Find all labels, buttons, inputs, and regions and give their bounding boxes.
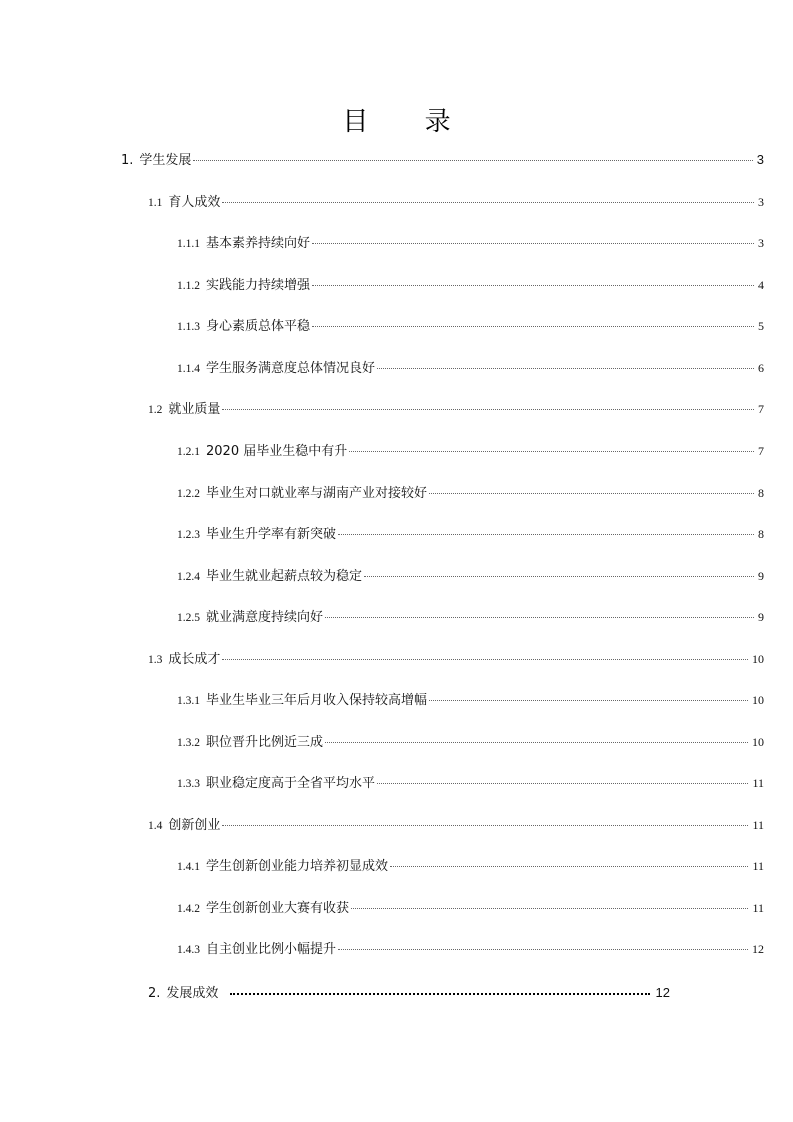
toc-page-number: 12 — [752, 942, 764, 956]
toc-entry[interactable] — [177, 484, 764, 503]
toc-leader — [338, 522, 754, 535]
toc-number: 1.4.3 — [177, 944, 200, 956]
toc-leader — [312, 314, 754, 327]
toc-leader — [222, 647, 748, 660]
toc-leader — [349, 439, 754, 452]
toc-label: 自主创业比例小幅提升 — [206, 942, 337, 957]
toc-page-number: 11 — [752, 818, 764, 832]
toc-entry[interactable] — [148, 983, 670, 1003]
toc-label: 实践能力持续增强 — [206, 278, 311, 293]
toc-number: 1.1.2 — [177, 280, 200, 292]
toc-label: 职业稳定度高于全省平均水平 — [206, 776, 376, 791]
toc-number: 1.1.1 — [177, 238, 200, 250]
toc-number: 1.2.5 — [177, 612, 200, 624]
toc-page-number: 8 — [758, 486, 764, 500]
toc-page-number: 10 — [752, 693, 764, 707]
toc-entry[interactable] — [177, 857, 764, 876]
toc-number: 1.1 — [148, 197, 163, 209]
page-title: 目 录 — [342, 107, 475, 137]
toc-number: 2. — [148, 986, 161, 1001]
toc-label: 成长成才 — [168, 652, 221, 667]
toc-label: 学生服务满意度总体情况良好 — [206, 361, 376, 376]
toc-entry[interactable] — [177, 899, 764, 918]
toc-page-number: 7 — [758, 444, 764, 458]
toc-label: 毕业生升学率有新突破 — [206, 527, 337, 542]
toc-leader — [230, 981, 649, 995]
toc-leader — [312, 273, 754, 286]
toc-leader — [222, 813, 748, 826]
toc-number: 1. — [121, 153, 134, 168]
toc-leader — [325, 730, 748, 743]
toc-page-number: 5 — [758, 319, 764, 333]
toc-entry[interactable] — [177, 567, 764, 586]
toc-page-number: 3 — [758, 236, 764, 250]
toc-leader — [429, 688, 748, 701]
toc-entry[interactable] — [177, 774, 764, 793]
toc-number: 1.3.2 — [177, 737, 200, 749]
toc-entry[interactable] — [177, 234, 764, 253]
toc-number: 1.3.1 — [177, 695, 200, 707]
toc-leader — [222, 190, 754, 203]
toc-leader — [325, 605, 754, 618]
toc-leader — [390, 854, 748, 867]
toc-page-number: 8 — [758, 527, 764, 541]
toc-entry[interactable] — [148, 816, 764, 835]
toc-entry[interactable] — [148, 650, 764, 669]
toc-page-number: 10 — [752, 735, 764, 749]
toc-page-number: 7 — [758, 402, 764, 416]
toc-entry[interactable] — [177, 608, 764, 627]
toc-entry[interactable] — [177, 691, 764, 710]
toc-page-number: 11 — [752, 901, 764, 915]
toc-entry[interactable] — [177, 317, 764, 336]
toc-number: 1.2 — [148, 404, 163, 416]
toc-leader — [338, 937, 748, 950]
toc-label: 职位晋升比例近三成 — [206, 735, 324, 750]
toc-label: 学生创新创业能力培养初显成效 — [206, 859, 389, 874]
toc-number: 1.2.1 — [177, 446, 200, 458]
toc-page-number: 9 — [758, 610, 764, 624]
toc-number: 1.2.4 — [177, 571, 200, 583]
toc-page-number: 11 — [752, 776, 764, 790]
toc-entry[interactable] — [148, 193, 764, 212]
toc-page-number: 11 — [752, 859, 764, 873]
toc-label: 育人成效 — [168, 195, 221, 210]
toc-number: 1.3 — [148, 654, 163, 666]
toc-entry[interactable] — [177, 525, 764, 544]
toc-label: 2020 届毕业生稳中有升 — [206, 444, 348, 459]
toc-label: 毕业生对口就业率与湖南产业对接较好 — [206, 486, 428, 501]
toc-leader — [312, 231, 754, 244]
toc-label: 毕业生就业起薪点较为稳定 — [206, 569, 363, 584]
toc-entry[interactable] — [177, 359, 764, 378]
toc-leader — [351, 896, 748, 909]
toc-label: 身心素质总体平稳 — [206, 319, 311, 334]
toc-number: 1.3.3 — [177, 778, 200, 790]
toc-leader — [429, 481, 754, 494]
toc-label: 学生发展 — [139, 153, 192, 168]
toc-leader — [377, 771, 748, 784]
toc-leader — [377, 356, 754, 369]
toc-leader — [222, 397, 754, 410]
toc-leader — [364, 564, 754, 577]
toc-entry[interactable] — [177, 276, 764, 295]
toc-label: 毕业生毕业三年后月收入保持较高增幅 — [206, 693, 428, 708]
toc-label: 学生创新创业大赛有收获 — [206, 901, 350, 916]
toc-label: 就业满意度持续向好 — [206, 610, 324, 625]
toc-label: 就业质量 — [168, 402, 221, 417]
toc-page-number: 4 — [758, 278, 764, 292]
toc-label: 基本素养持续向好 — [206, 236, 311, 251]
toc-page-number: 10 — [752, 652, 764, 666]
toc-number: 1.4.2 — [177, 903, 200, 915]
toc-entry[interactable] — [177, 940, 764, 959]
toc-leader — [193, 148, 752, 161]
toc-entry[interactable] — [121, 151, 764, 170]
toc-label: 发展成效 — [166, 986, 219, 1001]
toc-number: 1.1.3 — [177, 321, 200, 333]
toc-entry[interactable] — [148, 400, 764, 419]
toc-entry[interactable] — [177, 733, 764, 752]
toc-number: 1.4.1 — [177, 861, 200, 873]
toc-page-number: 9 — [758, 569, 764, 583]
toc-label: 创新创业 — [168, 818, 221, 833]
toc-number: 1.2.2 — [177, 488, 200, 500]
toc-page-number: 12 — [655, 985, 670, 1000]
toc-page-number: 3 — [758, 195, 764, 209]
toc-entry[interactable] — [177, 442, 764, 461]
toc-number: 1.2.3 — [177, 529, 200, 541]
toc-page-number: 3 — [756, 152, 764, 167]
toc-number: 1.4 — [148, 820, 163, 832]
toc-number: 1.1.4 — [177, 363, 200, 375]
toc-page-number: 6 — [758, 361, 764, 375]
